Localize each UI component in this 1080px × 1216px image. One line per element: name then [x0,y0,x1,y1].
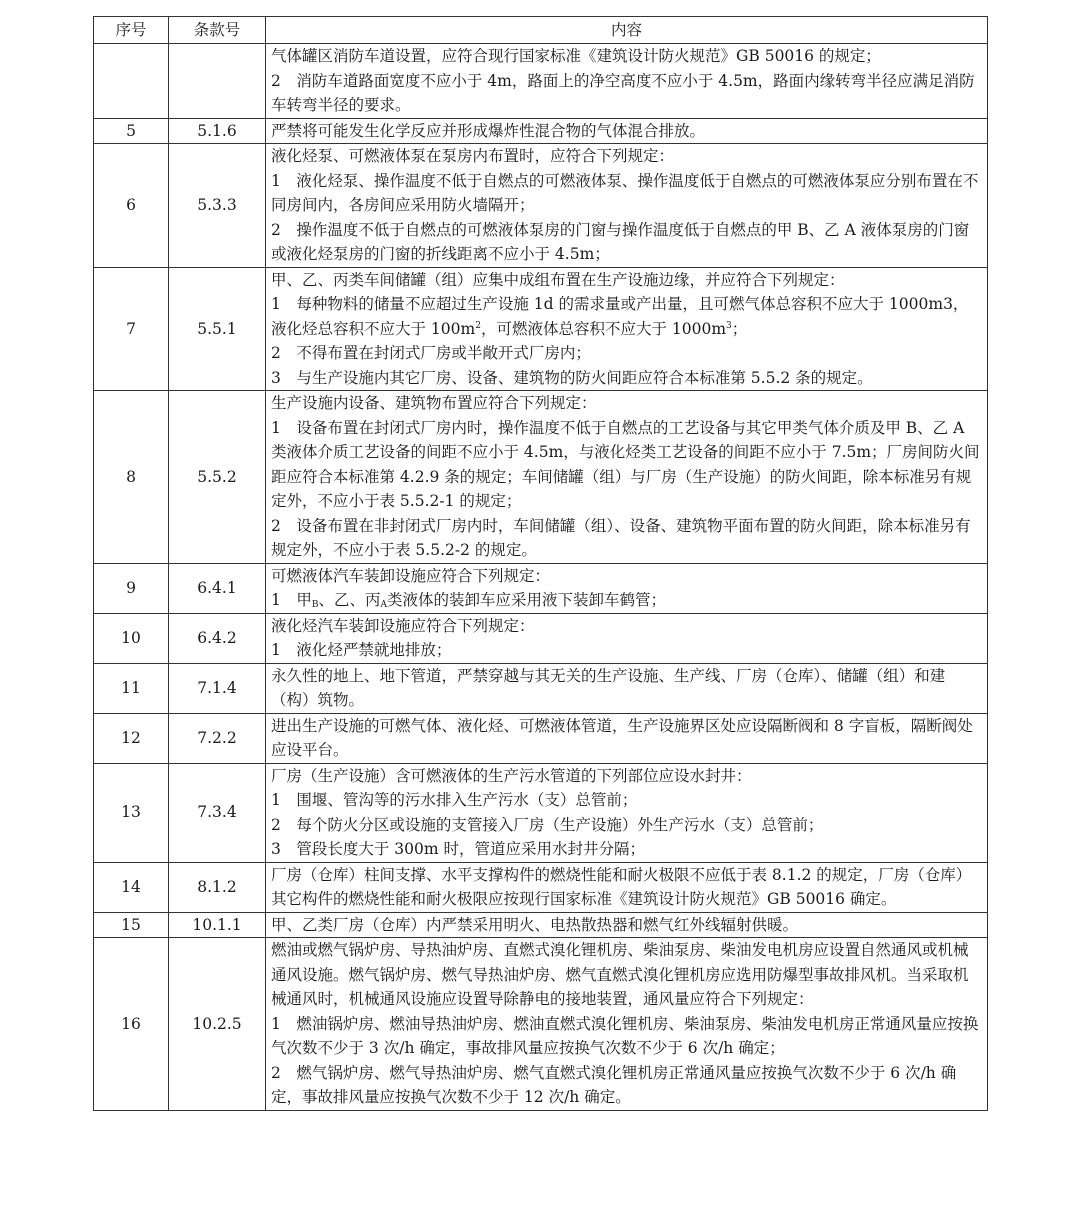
row-clause: 5.5.1 [169,267,266,391]
row-clause [169,44,266,119]
row-content [266,144,988,268]
row-content [266,44,988,119]
content-line: 厂房（仓库）柱间支撑、水平支撑构件的燃烧性能和耐火极限不应低于表 8.1.2 的规定，厂房（仓库）其它构件的燃烧性能和耐火极限应按现行国家标准《建筑设计防火规范》GB 50016 确定。 [271,865,972,908]
content-line: 甲、乙、丙类车间储罐（组）应集中成组布置在生产设施边缘，并应符合下列规定： [271,270,845,289]
content-line: 2 消防车道路面宽度不应小于 4m，路面上的净空高度不应小于 4.5m，路面内缘转弯半径应满足消防车转弯半径的要求。 [271,71,975,114]
row-content [266,267,988,391]
content-line: 严禁将可能发生化学反应并形成爆炸性混合物的气体混合排放。 [271,121,706,140]
superscript: 3 [726,320,732,331]
row-clause: 7.2.2 [169,713,266,763]
row-no: 16 [94,938,169,1111]
header-no: 序号 [94,17,169,44]
row-no: 14 [94,862,169,912]
table-row [94,44,988,119]
content-line: 进出生产设施的可燃气体、液化烃、可燃液体管道，生产设施界区处应设隔断阀和 8 字盲板，隔断阀处应设平台。 [271,716,973,759]
row-no: 12 [94,713,169,763]
content-line [271,292,983,341]
content-line: 生产设施内设备、建筑物布置应符合下列规定： [271,394,597,412]
row-no: 9 [94,563,169,613]
row-content [266,663,988,713]
row-content [266,912,988,938]
content-line: 1 设备布置在封闭式厂房内时，操作温度不低于自燃点的工艺设备与其它甲类气体介质及甲 B、乙 A 类液体介质工艺设备的间距不应小于 4.5m，与液化烃类工艺设备的间距不应小于 7.5m；厂房间防火间距应符合本标准第 4.2.9 条的规定；车间储罐（组）与厂房（生产设施）的防火间距，除本标准另有规定外，不应小于表 5.5.2-1 的规定； [271,418,980,510]
superscript: 2 [475,320,481,331]
content-line [271,588,983,613]
row-content [266,118,988,144]
content-line: 2 设备布置在非封闭式厂房内时，车间储罐（组）、设备、建筑物平面布置的防火间距，除本标准另有规定外，不应小于表 5.5.2-2 的规定。 [271,516,971,559]
content-text: 、乙、丙 [318,591,381,609]
row-content [266,763,988,862]
content-line: 液化烃泵、可燃液体泵在泵房内布置时，应符合下列规定： [271,147,675,165]
row-clause: 7.3.4 [169,763,266,862]
table-row [94,118,988,144]
content-line: 厂房（生产设施）含可燃液体的生产污水管道的下列部位应设水封井： [271,766,752,785]
content-line: 甲、乙类厂房（仓库）内严禁采用明火、电热散热器和燃气红外线辐射供暖。 [271,915,799,934]
row-clause: 6.4.1 [169,563,266,613]
row-clause: 5.1.6 [169,118,266,144]
content-line: 气体罐区消防车道设置，应符合现行国家标准《建筑设计防火规范》GB 50016 的规定； [271,47,881,65]
row-no: 13 [94,763,169,862]
content-line: 1 液化烃泵、操作温度不低于自燃点的可燃液体泵、操作温度低于自燃点的可燃液体泵应分别布置在不同房间内，各房间应采用防火墙隔开； [271,171,979,214]
table-row [94,763,988,862]
content-line: 2 操作温度不低于自燃点的可燃液体泵房的门窗与操作温度低于自燃点的甲 B、乙 A 液体泵房的门窗或液化烃泵房的门窗的折线距离不应小于 4.5m； [271,220,970,263]
table-row [94,663,988,713]
table-row [94,713,988,763]
row-clause: 6.4.2 [169,613,266,663]
content-text: ； [731,319,748,338]
row-no: 7 [94,267,169,391]
content-text: ，可燃液体总容积不应大于 1000m [480,319,727,338]
row-content [266,613,988,663]
header-content: 内容 [266,17,988,44]
content-text: 1 甲 [271,591,312,609]
content-line: 液化烃汽车装卸设施应符合下列规定： [271,616,535,635]
row-content [266,391,988,564]
row-no: 6 [94,144,169,268]
content-line: 2 燃气锅炉房、燃气导热油炉房、燃气直燃式溴化锂机房正常通风量应按换气次数不少于 6 次/h 确定，事故排风量应按换气次数不少于 12 次/h 确定。 [271,1063,957,1106]
content-line: 1 燃油锅炉房、燃油导热油炉房、燃油直燃式溴化锂机房、柴油泵房、柴油发电机房正常通风量应按换气次数不少于 3 次/h 确定，事故排风量应按换气次数不少于 6 次/h 确定； [271,1014,979,1057]
row-no: 10 [94,613,169,663]
content-line: 1 液化烃严禁就地排放； [271,641,452,659]
row-no: 15 [94,912,169,938]
row-no: 8 [94,391,169,564]
row-clause: 10.2.5 [169,938,266,1111]
row-content [266,713,988,763]
row-no [94,44,169,119]
content-line: 3 管段长度大于 300m 时，管道应采用水封井分隔； [271,840,645,858]
row-clause: 10.1.1 [169,912,266,938]
content-line: 燃油或燃气锅炉房、导热油炉房、直燃式溴化锂机房、柴油泵房、柴油发电机房应设置自然通风或机械通风设施。燃气锅炉房、燃气导热油炉房、燃气直燃式溴化锂机房应选用防爆型事故排风机。当采取机械通风时，机械通风设施应设置导除静电的接地装置，通风量应符合下列规定： [271,941,969,1008]
table-header-row [94,17,988,44]
content-line: 可燃液体汽车装卸设施应符合下列规定： [271,566,551,585]
subscript: B [311,600,319,610]
table-row [94,613,988,663]
table-row [94,391,988,564]
row-content [266,862,988,912]
table-row [94,267,988,391]
content-line: 永久性的地上、地下管道，严禁穿越与其无关的生产设施、生产线、厂房（仓库）、储罐（组）和建（构）筑物。 [271,666,946,709]
table-row [94,938,988,1111]
table-row [94,563,988,613]
row-clause: 5.3.3 [169,144,266,268]
content-line: 3 与生产设施内其它厂房、设备、建筑物的防火间距应符合本标准第 5.5.2 条的规定。 [271,368,873,387]
table-row [94,912,988,938]
row-no: 11 [94,663,169,713]
content-line: 1 围堰、管沟等的污水排入生产污水（支）总管前； [271,791,638,809]
row-clause: 5.5.2 [169,391,266,564]
content-text: 1 每种物料的储量不应超过生产设施 1d 的需求量或产出量，且可燃气体总容积不应大于 1000m3，液化烃总容积不应大于 100m [271,295,969,338]
table-row [94,144,988,268]
clause-table [93,16,988,1111]
row-clause: 8.1.2 [169,862,266,912]
row-no: 5 [94,118,169,144]
row-content [266,938,988,1111]
content-line: 2 不得布置在封闭式厂房或半敞开式厂房内； [271,344,591,362]
header-clause: 条款号 [169,17,266,44]
content-text: 类液体的装卸车应采用液下装卸车鹤管； [387,591,667,609]
table-row [94,862,988,912]
subscript: A [380,600,388,610]
row-clause: 7.1.4 [169,663,266,713]
content-line: 2 每个防火分区或设施的支管接入厂房（生产设施）外生产污水（支）总管前； [271,815,824,834]
row-content [266,563,988,613]
